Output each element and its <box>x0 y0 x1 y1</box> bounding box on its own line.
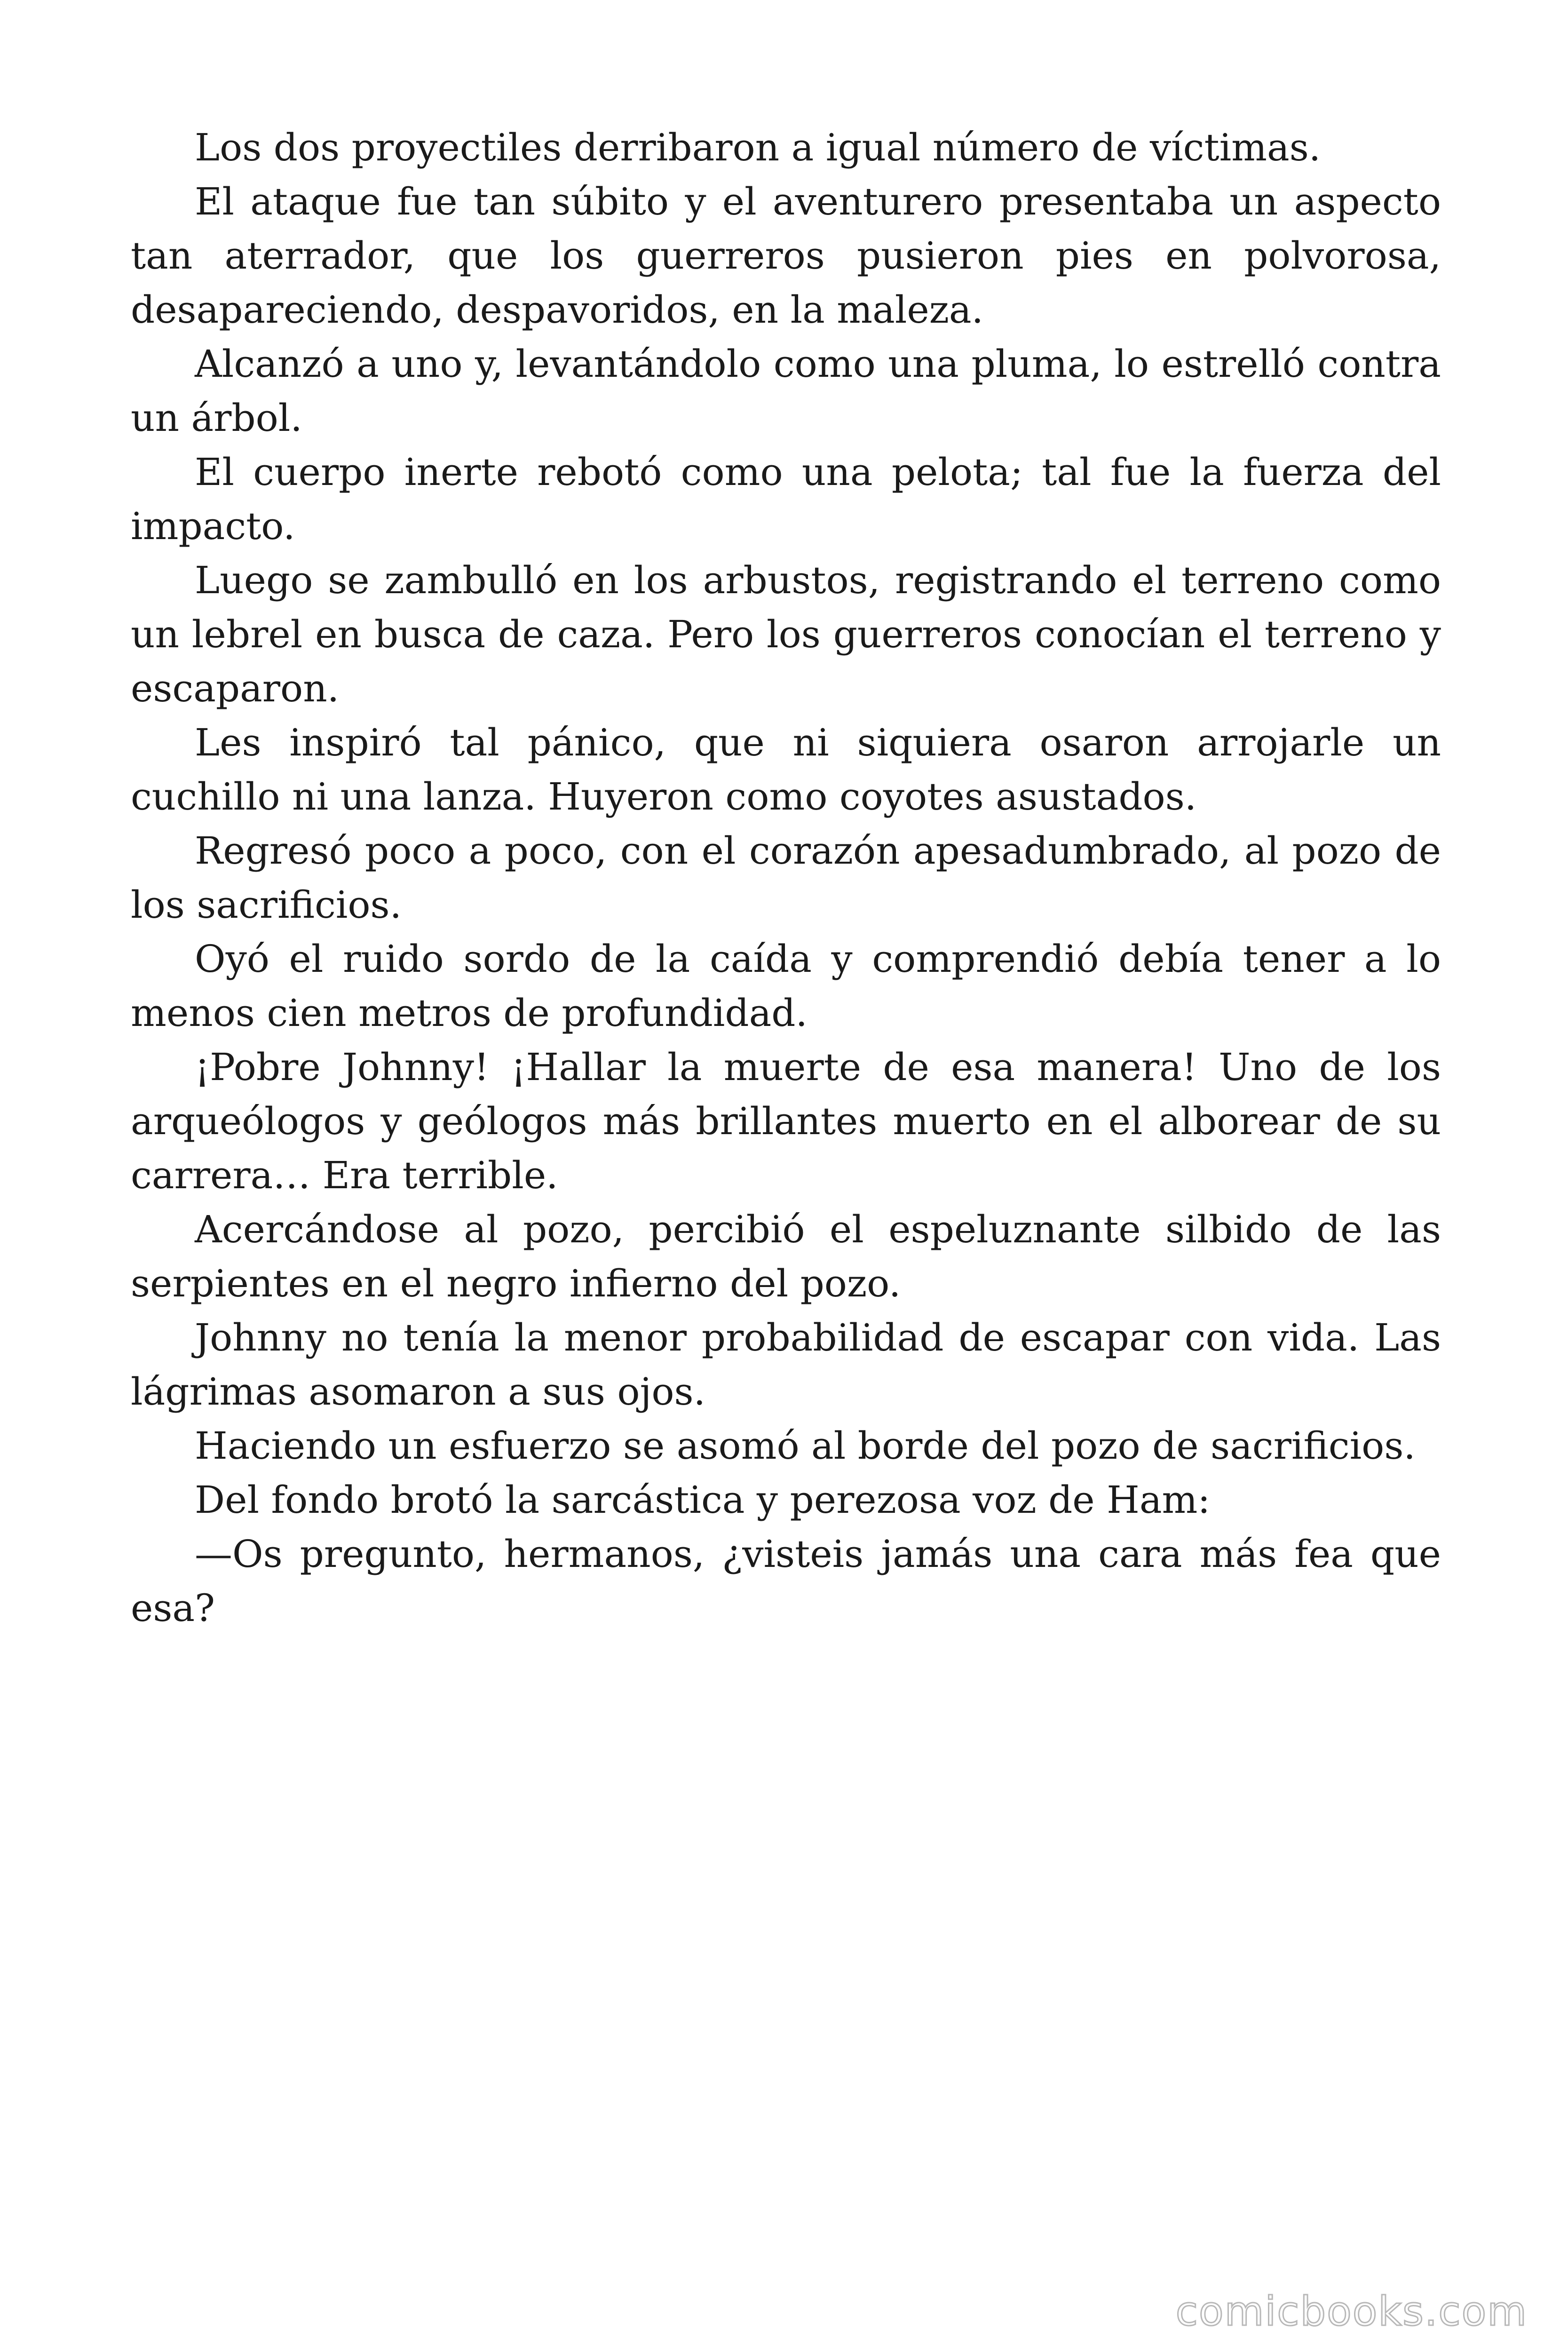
paragraph-13: Del fondo brotó la sarcástica y perezosa voz de Ham: <box>195 1478 1211 1522</box>
paragraph-9: ¡Pobre Johnny! ¡Hallar la muerte de esa manera! Uno de los arqueólogos y geólogos más brillantes muerto en el alborear de su carrera… Era terrible. <box>131 1045 1441 1197</box>
paragraph-12: Haciendo un esfuerzo se asomó al borde del pozo de sacrificios. <box>195 1424 1416 1468</box>
paragraph-5: Luego se zambulló en los arbustos, registrando el terreno como un lebrel en busca de caza. Pero los guerreros conocían el terreno y escaparon. <box>131 558 1441 710</box>
paragraph-11: Johnny no tenía la menor probabilidad de escapar con vida. Las lágrimas asomaron a sus ojos. <box>131 1316 1441 1414</box>
watermark-logo: comicbooks.com <box>1175 2288 1528 2335</box>
paragraph-6: Les inspiró tal pánico, que ni siquiera osaron arrojarle un cuchillo ni una lanza. Huyeron como coyotes asustados. <box>131 721 1441 818</box>
body-text <box>131 120 1441 1635</box>
paragraph-1: Los dos proyectiles derribaron a igual número de víctimas. <box>195 126 1321 169</box>
paragraph-8: Oyó el ruido sordo de la caída y comprendió debía tener a lo menos cien metros de profundidad. <box>131 937 1441 1035</box>
paragraph-4: El cuerpo inerte rebotó como una pelota; tal fue la fuerza del impacto. <box>131 450 1441 548</box>
paragraph-3: Alcanzó a uno y, levantándolo como una pluma, lo estrelló contra un árbol. <box>131 342 1441 440</box>
paragraph-10: Acercándose al pozo, percibió el espeluznante silbido de las serpientes en el negro infierno del pozo. <box>131 1208 1441 1305</box>
paragraph-7: Regresó poco a poco, con el corazón apesadumbrado, al pozo de los sacrificios. <box>131 829 1441 927</box>
paragraph-14: —Os pregunto, hermanos, ¿visteis jamás una cara más fea que esa? <box>131 1532 1441 1630</box>
paragraph-2: El ataque fue tan súbito y el aventurero presentaba un aspecto tan aterrador, que los guerreros pusieron pies en polvorosa, desapareciendo, despavoridos, en la maleza. <box>131 180 1441 332</box>
